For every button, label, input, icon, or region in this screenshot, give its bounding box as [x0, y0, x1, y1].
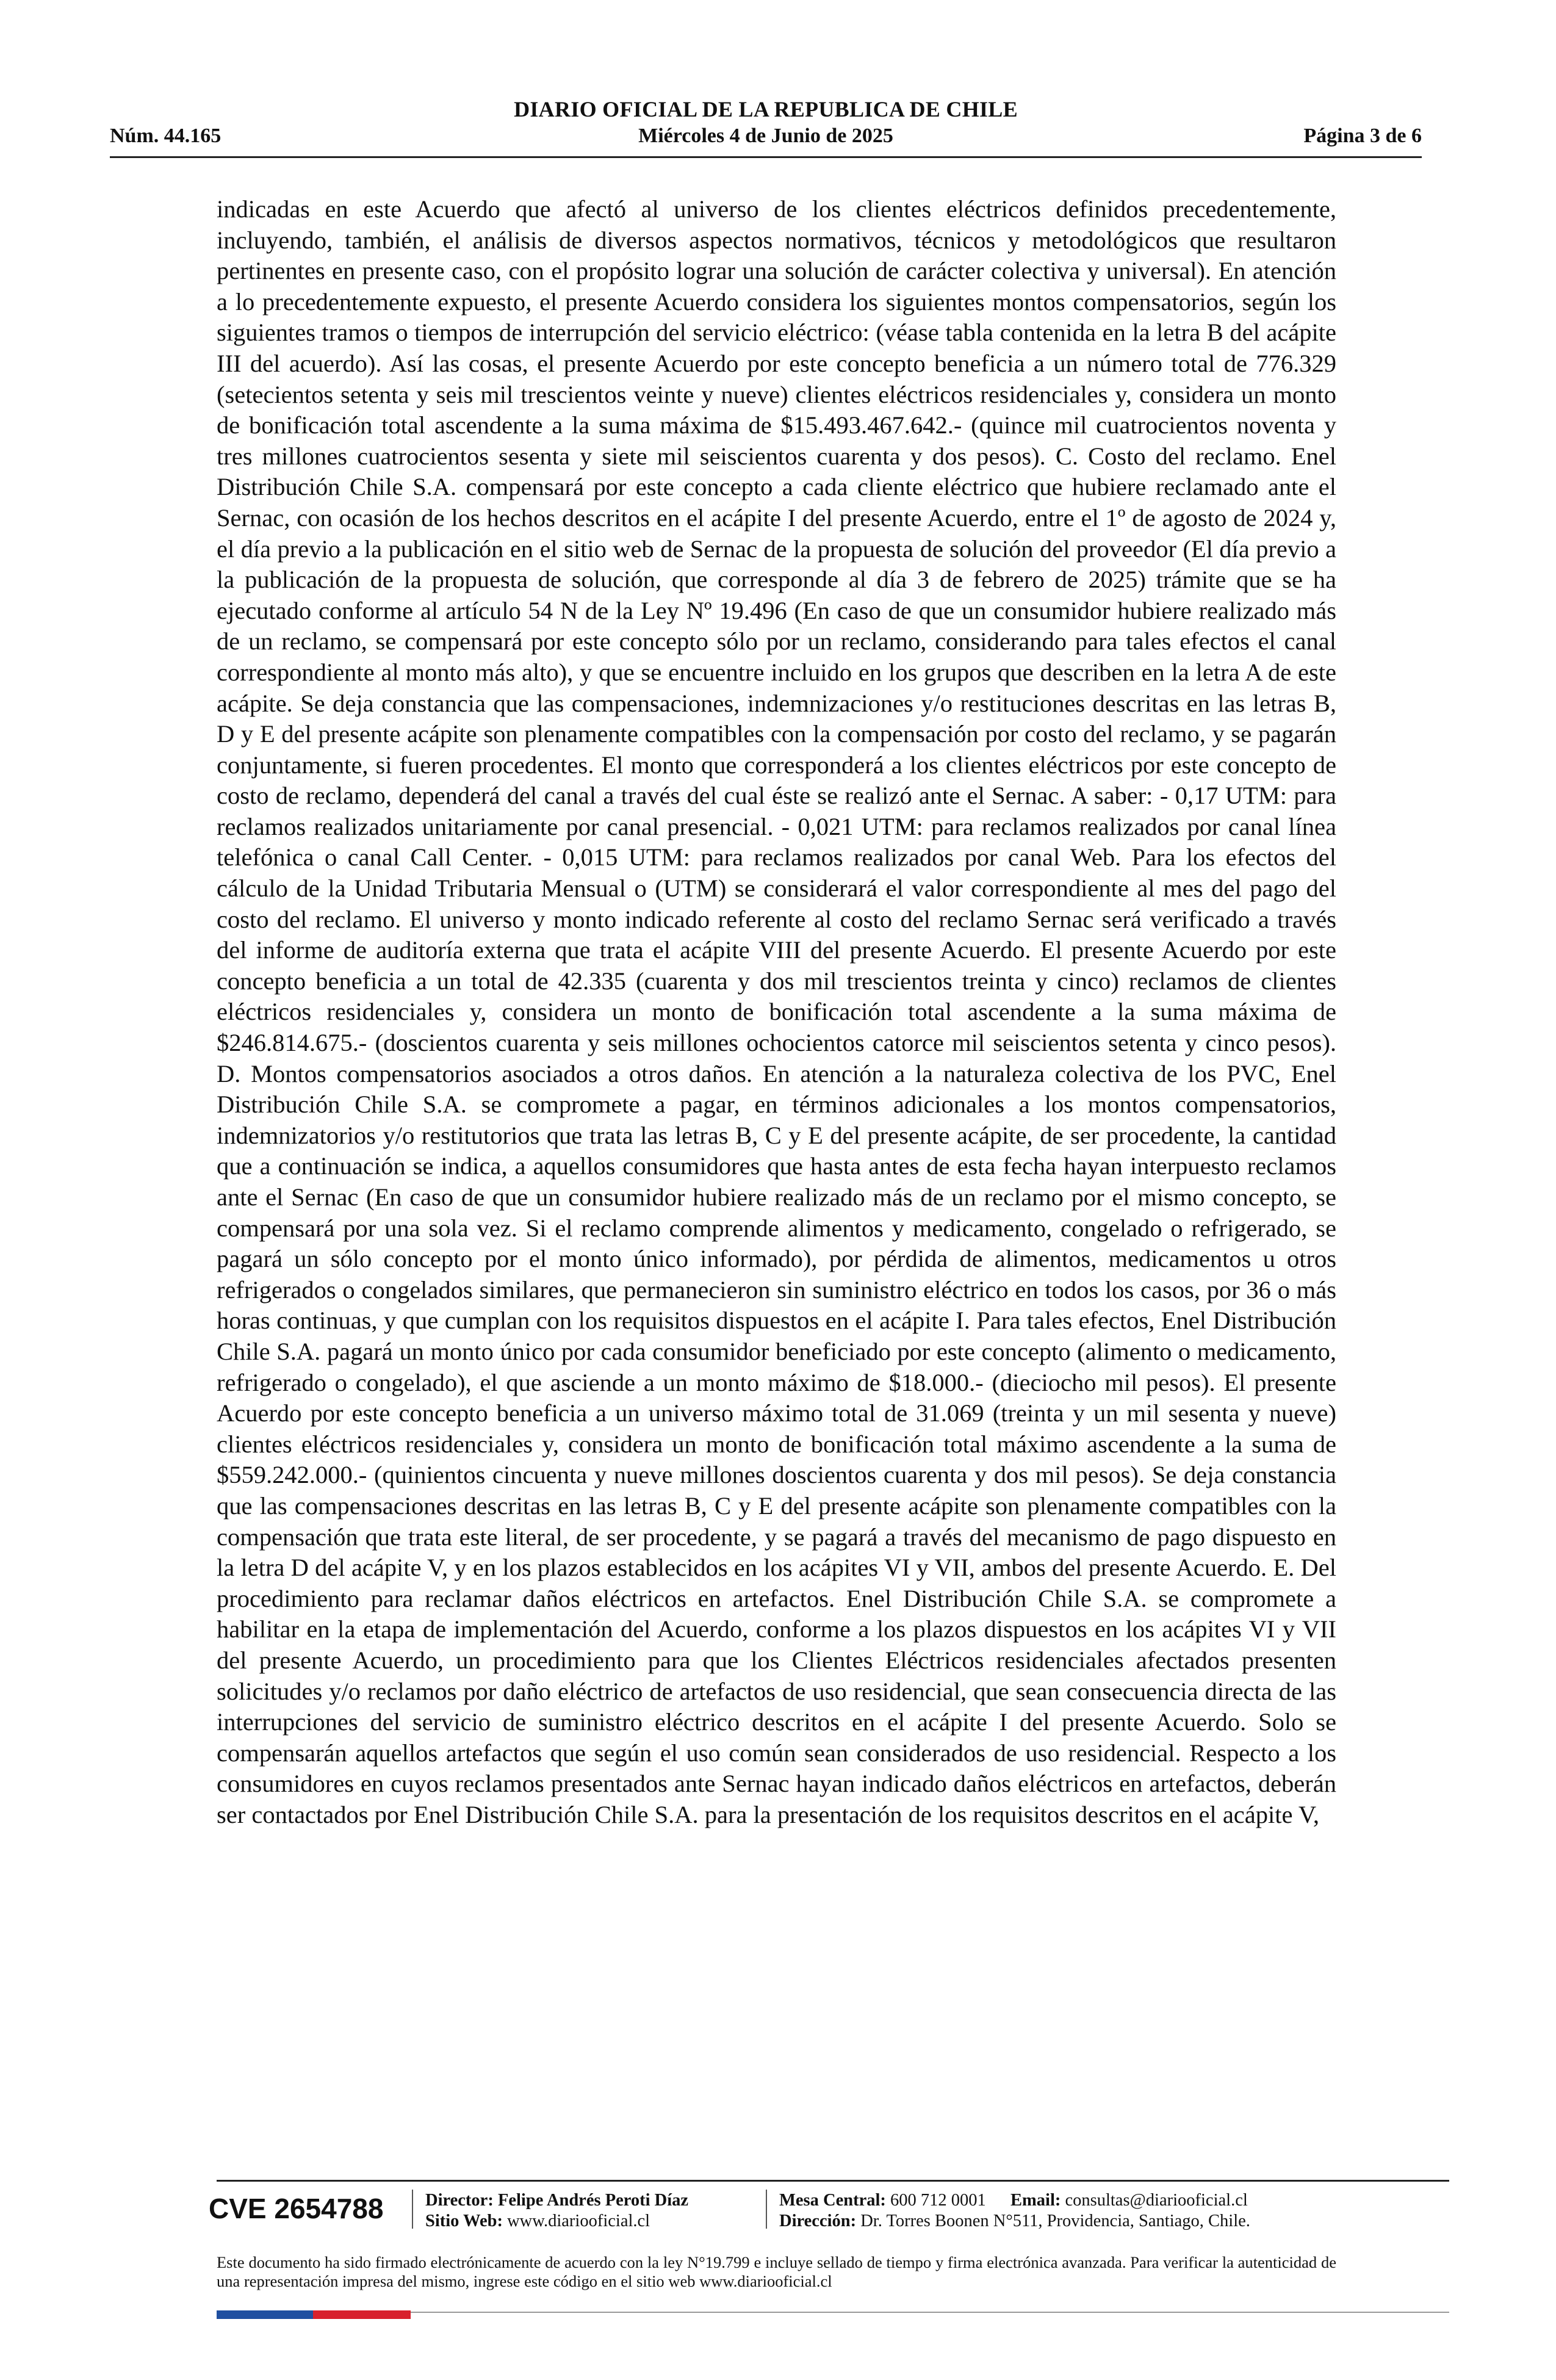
- phone-label: Mesa Central:: [779, 2191, 886, 2210]
- header-divider: [110, 156, 1422, 158]
- footer-separator: [766, 2190, 767, 2229]
- address-value: Dr. Torres Boonen N°511, Providencia, Santiago, Chile.: [860, 2212, 1250, 2230]
- address-label: Dirección:: [779, 2212, 857, 2230]
- website-label: Sitio Web:: [425, 2212, 503, 2230]
- cve-code: CVE 2654788: [209, 2193, 384, 2224]
- email-link[interactable]: consultas@diariooficial.cl: [1065, 2191, 1248, 2210]
- gazette-title: DIARIO OFICIAL DE LA REPUBLICA DE CHILE: [514, 97, 1018, 121]
- director-label: Director:: [425, 2191, 494, 2210]
- director-name: Felipe Andrés Peroti Díaz: [497, 2191, 689, 2210]
- footer-separator: [412, 2190, 413, 2229]
- issue-number: Núm. 44.165: [110, 124, 222, 147]
- director-line: [425, 2191, 688, 2210]
- phone-number: 600 712 0001: [890, 2191, 986, 2210]
- footer-divider: [217, 2180, 1449, 2182]
- page-header: [110, 93, 1422, 157]
- flag-red-band: [313, 2310, 411, 2319]
- website-line: [425, 2212, 650, 2231]
- legal-notice: Este documento ha sido firmado electrónicamente de acuerdo con la ley N°19.799 e incluye sellado de tiempo y firma electrónica avanzada. Para verificar la autenticidad de una representación impresa del mismo, ingrese este código en el sitio web www.diariooficial.cl: [217, 2253, 1336, 2290]
- page-indicator: Página 3 de 6: [1303, 124, 1422, 147]
- contact-line: [779, 2191, 1248, 2210]
- body-text: indicadas en este Acuerdo que afectó al universo de los clientes eléctricos definidos precedentemente, incluyendo, también, el análisis de diversos aspectos normativos, técnicos y metodológicos que resultaron pertinentes en presente caso, con el propósito lograr una solución de carácter colectiva y universal). En atención a lo precedentemente expuesto, el presente Acuerdo considera los siguientes montos compensatorios, según los siguientes tramos o tiempos de interrupción del servicio eléctrico: (véase tabla contenida en la letra B del acápite III del acuerdo). Así las cosas, el presente Acuerdo por este concepto beneficia a un número total de 776.329 (setecientos setenta y seis mil trescientos veinte y nueve) clientes eléctricos residenciales y, considera un monto de bonificación total ascendente a la suma máxima de $15.493.467.642.- (quince mil cuatrocientos noventa y tres millones cuatrocientos sesenta y siete mil seiscientos cuarenta y dos pesos). C. Costo del reclamo. Enel Distribución Chile S.A. compensará por este concepto a cada cliente eléctrico que hubiere reclamado ante el Sernac, con ocasión de los hechos descritos en el acápite I del presente Acuerdo, entre el 1º de agosto de 2024 y, el día previo a la publicación en el sitio web de Sernac de la propuesta de solución del proveedor (El día previo a la publicación de la propuesta de solución, que corresponde al día 3 de febrero de 2025) trámite que se ha ejecutado conforme al artículo 54 N de la Ley Nº 19.496 (En caso de que un consumidor hubiere realizado más de un reclamo, se compensará por este concepto sólo por un reclamo, considerando para tales efectos el canal correspondiente al monto más alto), y que se encuentre incluido en los grupos que describen en la letra A de este acápite. Se deja constancia que las compensaciones, indemnizaciones y/o restituciones descritas en las letras B, D y E del presente acápite son plenamente compatibles con la compensación por costo del reclamo, y se pagarán conjuntamente, si fueren procedentes. El monto que corresponderá a los clientes eléctricos por este concepto de costo de reclamo, dependerá del canal a través del cual éste se realizó ante el Sernac. A saber: - 0,17 UTM: para reclamos realizados unitariamente por canal presencial. - 0,021 UTM: para reclamos realizados por canal línea telefónica o canal Call Center. - 0,015 UTM: para reclamos realizados por canal Web. Para los efectos del cálculo de la Unidad Tributaria Mensual o (UTM) se considerará el valor correspondiente al mes del pago del costo del reclamo. El universo y monto indicado referente al costo del reclamo Sernac será verificado a través del informe de auditoría externa que trata el acápite VIII del presente Acuerdo. El presente Acuerdo por este concepto beneficia a un total de 42.335 (cuarenta y dos mil trescientos treinta y cinco) reclamos de clientes eléctricos residenciales y, considera un monto de bonificación total ascendente a la suma máxima de $246.814.675.- (doscientos cuarenta y seis millones ochocientos catorce mil seiscientos setenta y cinco pesos). D. Montos compensatorios asociados a otros daños. En atención a la naturaleza colectiva de los PVC, Enel Distribución Chile S.A. se compromete a pagar, en términos adicionales a los montos compensatorios, indemnizatorios y/o restitutorios que trata las letras B, C y E del presente acápite, de ser procedente, la cantidad que a continuación se indica, a aquellos consumidores que hasta antes de esta fecha hayan interpuesto reclamos ante el Sernac (En caso de que un consumidor hubiere realizado más de un reclamo por el mismo concepto, se compensará por una sola vez. Si el reclamo comprende alimentos y medicamento, congelado o refrigerado, se pagará un sólo concepto por el monto único informado), por pérdida de alimentos, medicamentos u otros refrigerados o congelados similares, que permanecieron sin suministro eléctrico en todos los casos, por 36 o más horas continuas, y que cumplan con los requisitos dispuestos en el acápite I. Para tales efectos, Enel Distribución Chile S.A. pagará un monto único por cada consumidor beneficiado por este concepto (alimento o medicamento, refrigerado o congelado), el que asciende a un monto máximo de $18.000.- (dieciocho mil pesos). El presente Acuerdo por este concepto beneficia a un universo máximo total de 31.069 (treinta y un mil sesenta y nueve) clientes eléctricos residenciales y, considera un monto de bonificación total máximo ascendente a la suma de $559.242.000.- (quinientos cincuenta y nueve millones doscientos cuarenta y dos mil pesos). Se deja constancia que las compensaciones descritas en las letras B, C y E del presente acápite son plenamente compatibles con la compensación que trata este literal, de ser procedente, y se pagará a través del mecanismo de pago dispuesto en la letra D del acápite V, y en los plazos establecidos en los acápites VI y VII, ambos del presente Acuerdo. E. Del procedimiento para reclamar daños eléctricos en artefactos. Enel Distribución Chile S.A. se compromete a habilitar en la etapa de implementación del Acuerdo, conforme a los plazos dispuestos en los acápites VI y VII del presente Acuerdo, un procedimiento para que los Clientes Eléctricos residenciales afectados presenten solicitudes y/o reclamos por daño eléctrico de artefactos de uso residencial, que sean consecuencia directa de las interrupciones del servicio de suministro eléctrico descritos en el acápite I del presente Acuerdo. Solo se compensarán aquellos artefactos que según el uso común sean considerados de uso residencial. Respecto a los consumidores en cuyos reclamos presentados ante Sernac hayan indicado daños eléctricos en artefactos, deberán ser contactados por Enel Distribución Chile S.A. para la presentación de los requisitos descritos en el acápite V,: [217, 195, 1336, 1828]
- address-line: [779, 2212, 1250, 2231]
- flag-stripe: [217, 2310, 411, 2319]
- email-label: Email:: [1010, 2191, 1061, 2210]
- issue-date: Miércoles 4 de Junio de 2025: [638, 124, 893, 147]
- website-link[interactable]: www.diariooficial.cl: [507, 2212, 650, 2230]
- flag-blue-band: [217, 2310, 313, 2319]
